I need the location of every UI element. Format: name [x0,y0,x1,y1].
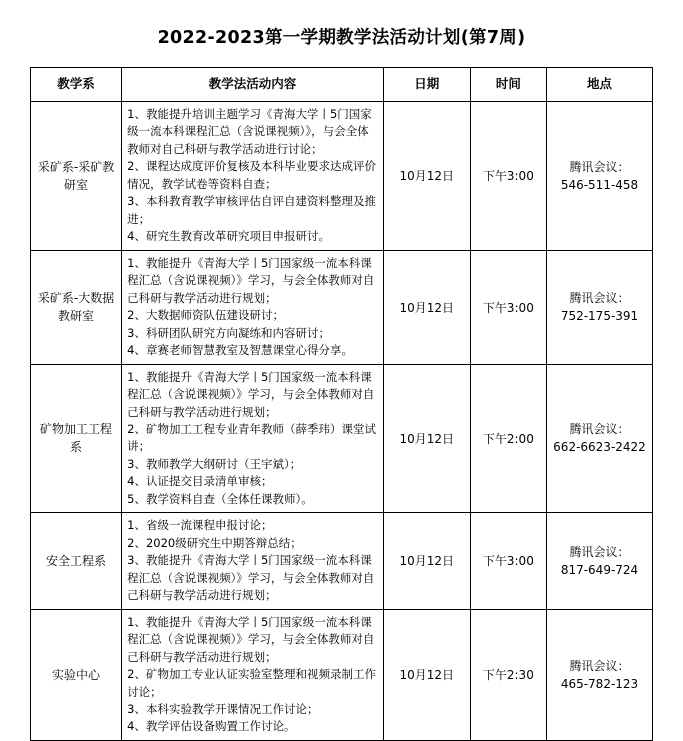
content-line: 1、教能提升《青海大学丨5门国家级一流本科课程汇总（含说课视频）》学习，与会全体教师对自己科研与教学活动进行规划； [127,255,375,305]
content-line: 3、科研团队研究方向凝练和内容研讨； [127,325,330,340]
cell-time: 下午3:00 [470,513,546,609]
cell-content [122,250,384,364]
content-line: 3、教师教学大纲研讨（王宇斌）； [127,456,302,471]
cell-dept: 采矿系-采矿教研室 [31,102,122,251]
cell-time: 下午3:00 [470,102,546,251]
cell-content [122,364,384,513]
place-label: 腾讯会议： [569,544,630,559]
content-line: 4、研究生教育改革研究项目申报研讨。 [127,229,330,244]
table-row [31,513,653,609]
content-line: 2、矿物加工工程专业青年教师（薛季玮）课堂试讲； [127,421,376,454]
content-line: 2、2020级研究生中期答辩总结； [127,535,302,550]
cell-place [547,102,653,251]
column-header-content: 教学法活动内容 [122,68,384,102]
column-header-date: 日期 [383,68,470,102]
column-header-time: 时间 [470,68,546,102]
teaching-plan-table [30,67,653,741]
content-line: 1、教能提升《青海大学丨5门国家级一流本科课程汇总（含说课视频）》学习，与会全体教师对自己科研与教学活动进行规划； [127,614,375,664]
content-line: 2、矿物加工专业认证实验室整理和视频录制工作讨论； [127,667,376,699]
place-meeting-id: 465-782-123 [560,676,639,691]
cell-place [547,250,653,364]
place-meeting-id: 817-649-724 [560,562,639,577]
cell-date: 10月12日 [383,364,470,513]
content-line: 1、教能提升培训主题学习《青海大学丨5门国家级一流本科课程汇总（含说课视频）》，与会全体教师对自己科研与教学活动进行讨论； [127,107,372,156]
table-row [31,364,653,513]
cell-date: 10月12日 [383,102,470,251]
place-label: 腾讯会议： [569,159,630,174]
table-row [31,609,653,740]
content-line: 4、教学评估设备购置工作讨论。 [127,719,296,734]
content-line: 1、教能提升《青海大学丨5门国家级一流本科课程汇总（含说课视频）》学习，与会全体教师对自己科研与教学活动进行规划； [127,369,375,419]
cell-content [122,609,384,740]
content-line: 3、本科实验教学开课情况工作讨论； [127,702,319,716]
cell-date: 10月12日 [383,513,470,609]
content-line: 5、教学资料自查（全体任课教师）。 [127,491,313,506]
content-line: 2、大数据师资队伍建设研讨； [127,308,284,323]
column-header-place: 地点 [547,68,653,102]
table-row [31,250,653,364]
cell-date: 10月12日 [383,250,470,364]
column-header-dept: 教学系 [31,68,122,102]
cell-place [547,364,653,513]
place-label: 腾讯会议： [569,291,630,306]
place-meeting-id: 752-175-391 [560,309,639,324]
place-label: 腾讯会议： [569,422,630,437]
place-meeting-id: 546-511-458 [560,177,639,192]
content-line: 3、本科教育教学审核评估自评自建资料整理及推进； [127,194,376,226]
cell-dept: 安全工程系 [31,513,122,609]
cell-time: 下午2:00 [470,364,546,513]
content-line: 2、课程达成度评价复核及本科毕业要求达成评价情况，教学试卷等资料自查； [127,159,376,191]
content-line: 4、认证提交目录清单审核； [127,474,273,489]
cell-date: 10月12日 [383,609,470,740]
cell-dept: 采矿系-大数据教研室 [31,250,122,364]
table-row [31,102,653,251]
cell-time: 下午3:00 [470,250,546,364]
cell-place [547,609,653,740]
cell-content [122,513,384,609]
table-header-row [31,68,653,102]
page-title: 2022-2023第一学期教学法活动计划(第7周) [157,28,526,48]
content-line: 1、省级一流课程申报讨论； [127,518,273,533]
cell-dept: 矿物加工工程系 [31,364,122,513]
cell-content [122,102,384,251]
content-line: 3、教能提升《青海大学丨5门国家级一流本科课程汇总（含说课视频）》学习，与会全体教师对自己科研与教学活动进行规划； [127,553,375,603]
place-label: 腾讯会议： [569,658,630,673]
place-meeting-id: 662-6623-2422 [553,440,646,455]
cell-time: 下午2:30 [470,609,546,740]
cell-dept: 实验中心 [31,609,122,740]
content-line: 4、章赛老师智慧教室及智慧课堂心得分享。 [127,343,353,358]
cell-place [547,513,653,609]
